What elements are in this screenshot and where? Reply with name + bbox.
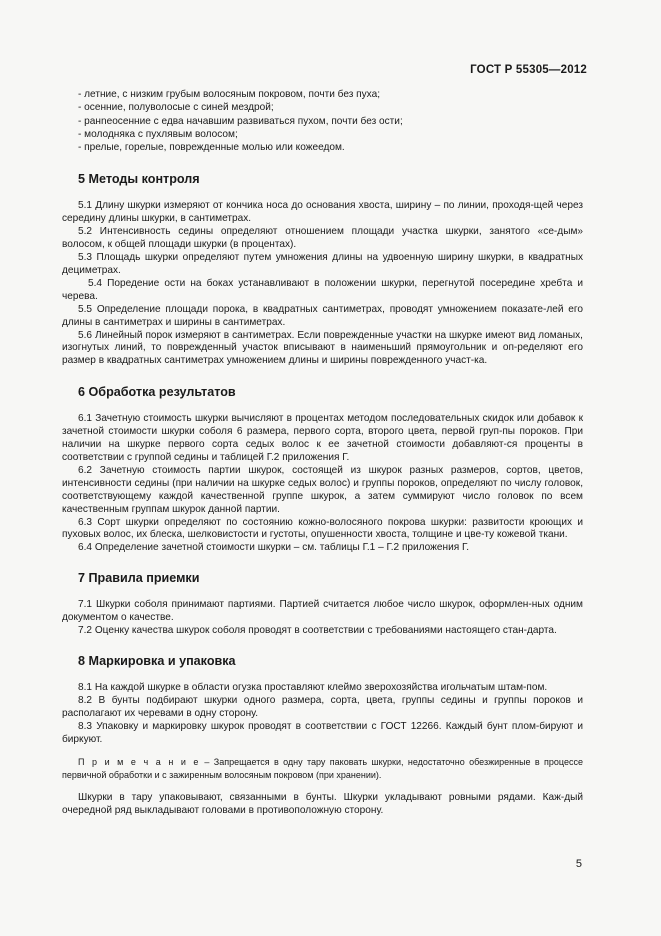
list-item: - осенние, полуволосые с синей мездрой; [78,102,274,114]
section-8-heading: 8 Маркировка и упаковка [78,653,236,668]
document-body [62,88,583,818]
paragraph-5-5: 5.5 Определение площади порока, в квадратных сантиметрах, проводят умножением показате-лей его длины в сантиметрах и ширины в сантиметрах. [62,303,583,328]
paragraph-5-3: 5.3 Площадь шкурки определяют путем умножения длины на удвоенную ширину шкурки, в квадратных дециметрах. [62,252,583,277]
section-7-body [62,599,583,638]
section-8-body [62,682,583,818]
paragraph-5-2: 5.2 Интенсивность седины определяют отношением площади участка шкурки, занятого «се-дым» волосом, к общей площади шкурки (в процентах). [62,226,583,251]
paragraph-8-1: 8.1 На каждой шкурке в области огузка проставляют клеймо зверохозяйства игольчатым штам-пом. [78,681,548,693]
paragraph-7-1: 7.1 Шкурки соболя принимают партиями. Партией считается любое число шкурок, оформлен-ных одним документом о качестве. [62,599,583,624]
note [62,756,583,781]
list-item: - ранneосенние с едва начавшим развиваться пухом, почти без ости; [78,115,403,127]
paragraph-5-4: 5.4 Поредение ости на боках устанавливают в положении шкурки, перегнутой посередине хребта и черева. [62,277,583,302]
paragraph-7-2: 7.2 Оценку качества шкурок соболя проводят в соответствии с требованиями настоящего стан-дарта. [78,625,557,637]
section-7-heading: 7 Правила приемки [78,571,200,586]
paragraph-8-3: 8.3 Упаковку и маркировку шкурок проводят в соответствии с ГОСТ 12266. Каждый бунт плом-бируют и биркуют. [62,720,583,745]
section-6-body [62,413,583,555]
paragraph-6-1: 6.1 Зачетную стоимость шкурки вычисляют в процентах методом последовательных скидок или добавок к зачетной стоимости шкурки соболя 6 размера, первого сорта, второго цвета, первой груп-пы пороков. При наличии на шкурке первого сорта седых волос к ее зачетной стоимости добавляют-ся проценты в соответствии с группой седины и таблицей Г.2 приложения Г. [62,413,583,463]
note-label: П р и м е ч а н и е [78,757,201,768]
paragraph-5-1: 5.1 Длину шкурки измеряют от кончика носа до основания хвоста, ширину – по линии, проходя-щей через середину длины шкурки, в сантиметрах. [62,200,583,225]
list-item: - молодняка с пухлявым волосом; [78,128,238,140]
section-5-heading: 5 Методы контроля [78,172,200,187]
note-text: – Запрещается в одну тару паковать шкурки, недостаточно обезжиренные в процессе первичной обработки и с зажиренным волосяным покровом (при хранении). [62,757,584,780]
page-number: 5 [575,858,582,870]
list-item: - прелые, горелые, поврежденные молью или кожеедом. [78,142,345,154]
paragraph-8-2: 8.2 В бунты подбирают шкурки одного размера, сорта, цвета, группы седины и группы пороков и располагают их черевами в одну сторону. [62,694,583,719]
paragraph-6-2: 6.2 Зачетную стоимость партии шкурок, состоящей из шкурок разных размеров, сортов, цветов, интенсивности седины (при наличии на шкурке седых волос) и группы пороков, определяют по числу головок, соответствующему каждой качественной группе шкурок, а затем суммируют число головок по всем качественным группам шкурок данной партии. [62,464,583,515]
paragraph-6-3: 6.3 Сорт шкурки определяют по состоянию кожно-волосяного покрова шкурки: развитости кроющих и пуховых волос, их блеска, шелковистости и густоты, опушенности хвоста, толщине и цве-ту кожевой ткани. [62,516,583,541]
section-5-body [62,200,583,368]
list-item: - летние, с низким грубым волосяным покровом, почти без пуха; [78,89,381,100]
paragraph-6-4: 6.4 Определение зачетной стоимости шкурки – см. таблицы Г.1 – Г.2 приложения Г. [78,542,470,554]
paragraph-5-6: 5.6 Линейный порок измеряют в сантиметрах. Если поврежденные участки на шкурке имеют вид ломаных, изогнутых линий, то поврежденный участок вписывают в наименьший прямоугольник и оп-ределяют его размер в квадратных сантиметрах умножением длины и ширины поврежденного участ-ка. [62,329,583,367]
section-6-heading: 6 Обработка результатов [78,385,236,400]
standard-header: ГОСТ Р 55305—2012 [470,64,587,76]
paragraph-8-packing: Шкурки в тару упаковывают, связанными в бунты. Шкурки укладывают ровными рядами. Каж-дый очередной ряд выкладывают головами в противоположную сторону. [62,792,583,817]
